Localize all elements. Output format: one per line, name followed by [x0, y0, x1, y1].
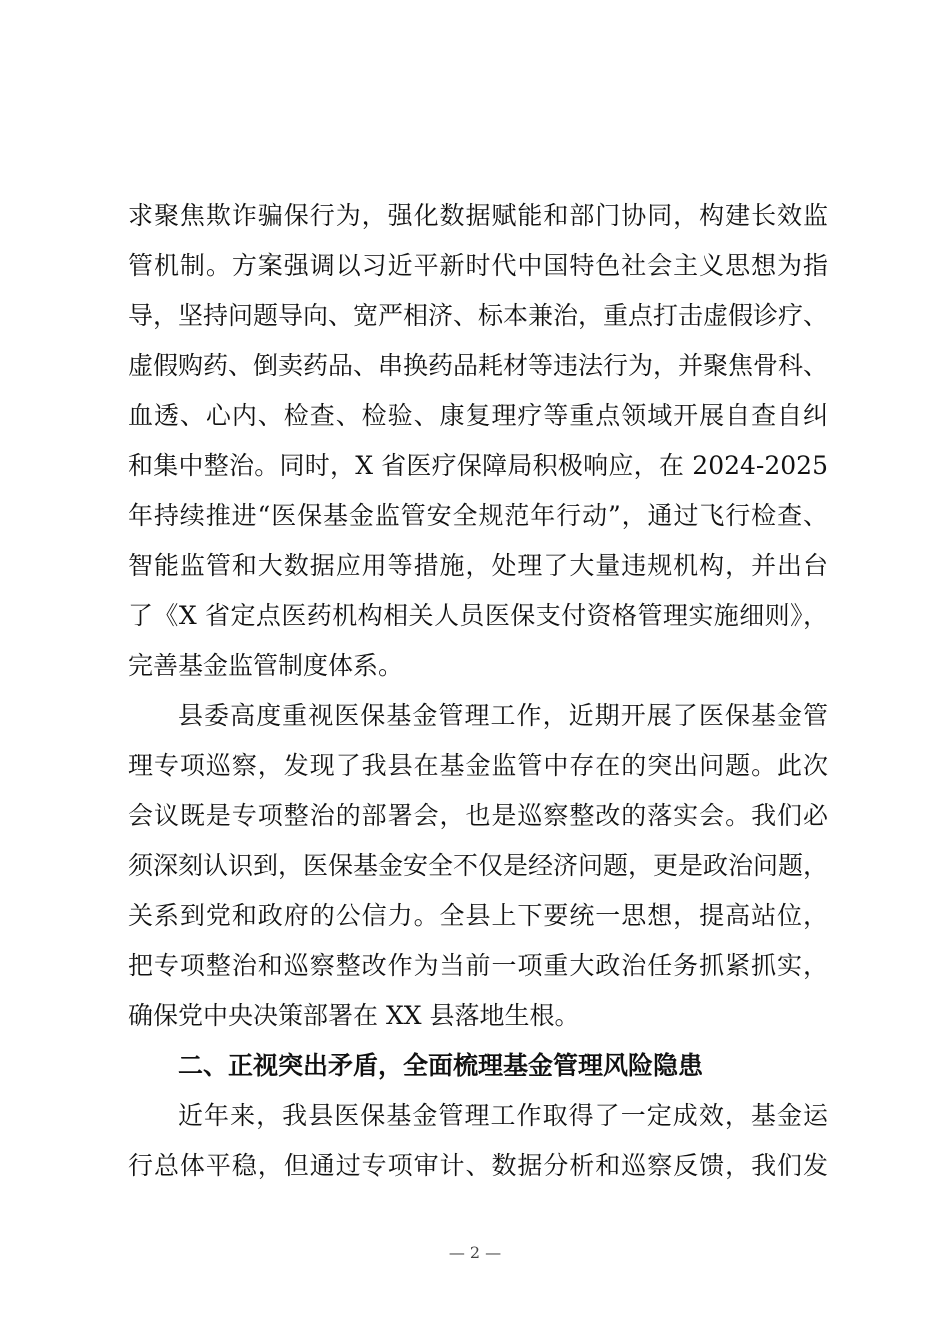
text-line: 年持续推进“医保基金监管安全规范年行动”，通过飞行检查、: [128, 501, 828, 530]
paragraph-first-line: 县委高度重视医保基金管理工作，近期开展了医保基金管: [178, 701, 828, 730]
text-line: 完善基金监管制度体系。: [128, 651, 404, 680]
text-line: 了《X 省定点医药机构相关人员医保支付资格管理实施细则》，: [128, 601, 828, 630]
text-line: 管机制。方案强调以习近平新时代中国特色社会主义思想为指: [128, 251, 828, 280]
text-line: 确保党中央决策部署在 XX 县落地生根。: [128, 1001, 580, 1030]
text-line: 导，坚持问题导向、宽严相济、标本兼治，重点打击虚假诊疗、: [128, 301, 829, 330]
section-heading: 二、正视突出矛盾，全面梳理基金管理风险隐患: [178, 1051, 704, 1080]
text-line: 会议既是专项整治的部署会，也是巡察整改的落实会。我们必: [128, 801, 828, 830]
text-line: 求聚焦欺诈骗保行为，强化数据赋能和部门协同，构建长效监: [128, 201, 828, 230]
text-line: 血透、心内、检查、检验、康复理疗等重点领域开展自查自纠: [128, 401, 828, 430]
text-line: 智能监管和大数据应用等措施，处理了大量违规机构，并出台: [128, 551, 828, 580]
text-line: 理专项巡察，发现了我县在基金监管中存在的突出问题。此次: [128, 751, 828, 780]
text-line: 把专项整治和巡察整改作为当前一项重大政治任务抓紧抓实，: [128, 951, 828, 980]
text-line: 关系到党和政府的公信力。全县上下要统一思想，提高站位，: [128, 901, 828, 930]
text-line: 须深刻认识到，医保基金安全不仅是经济问题，更是政治问题，: [128, 851, 829, 880]
paragraph-first-line: 近年来，我县医保基金管理工作取得了一定成效，基金运: [178, 1101, 828, 1130]
document-body: [128, 191, 828, 1191]
text-line: 虚假购药、倒卖药品、串换药品耗材等违法行为，并聚焦骨科、: [128, 351, 829, 380]
text-line: 行总体平稳，但通过专项审计、数据分析和巡察反馈，我们发: [128, 1151, 828, 1180]
text-line: 和集中整治。同时，X 省医疗保障局积极响应，在 2024-2025: [128, 451, 828, 480]
page-number: — 2 —: [448, 1243, 502, 1262]
